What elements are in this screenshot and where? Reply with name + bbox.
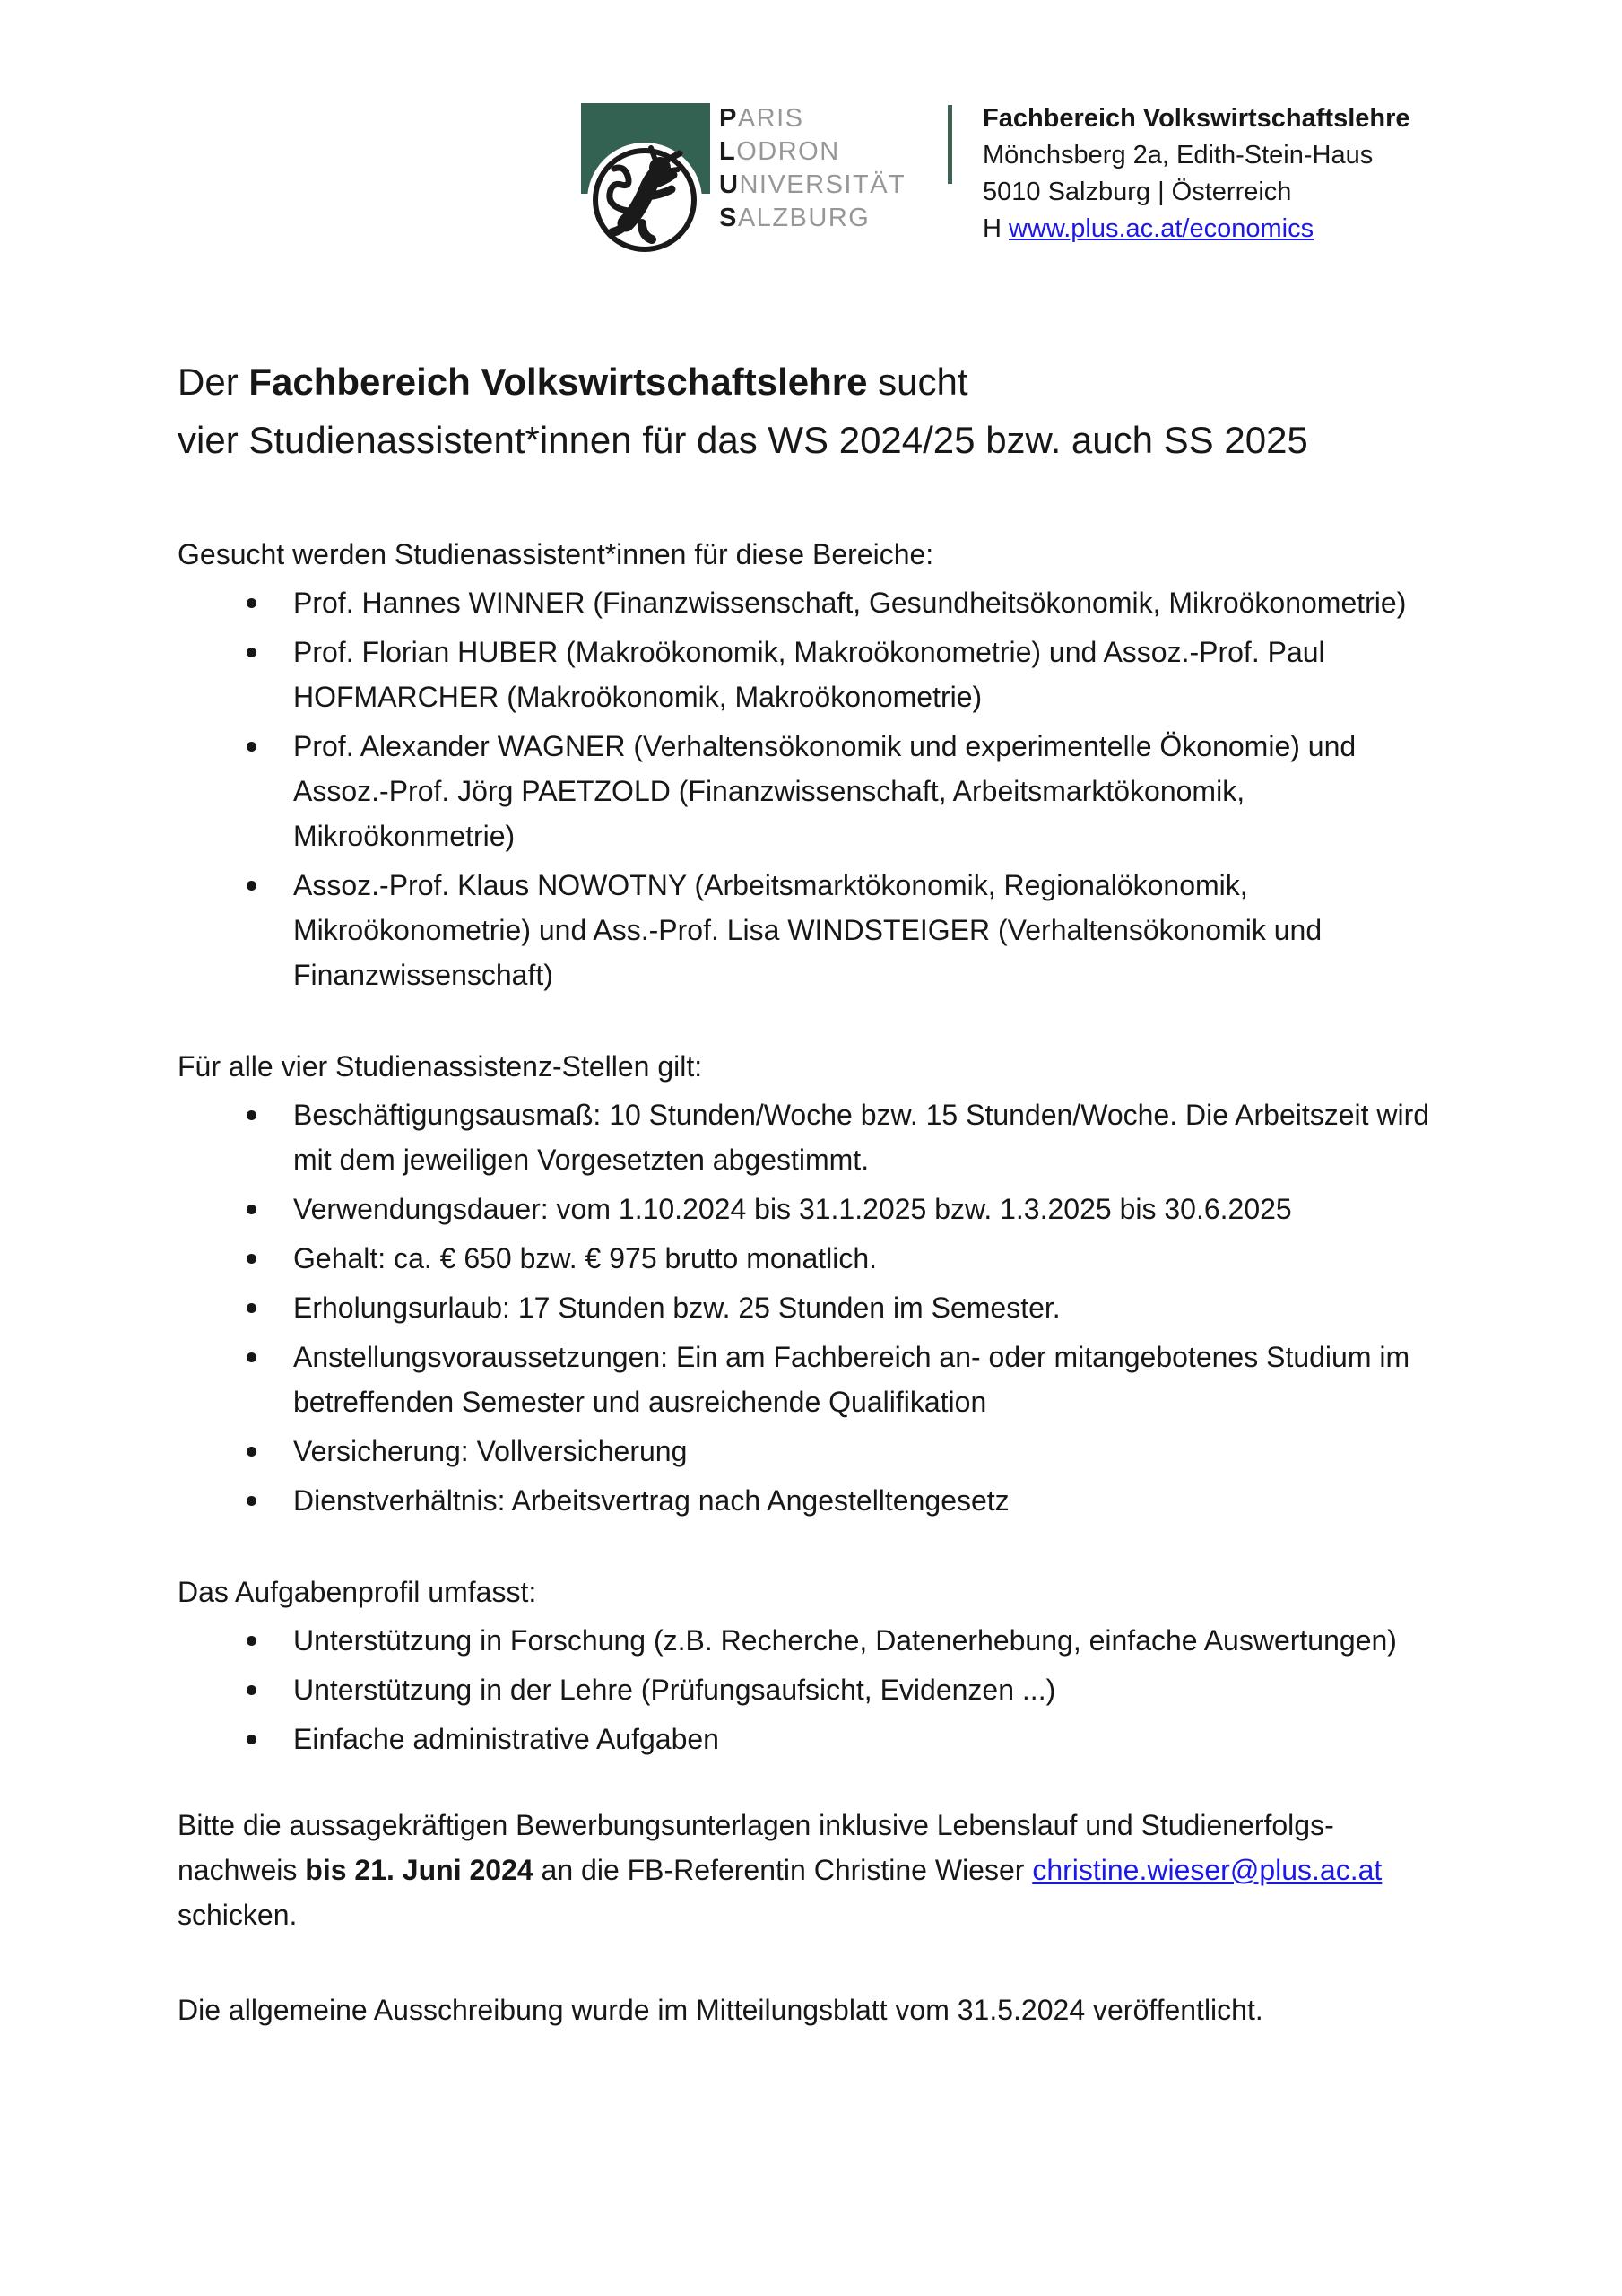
bullet-item [178,1667,1452,1712]
bullet-icon [247,1685,256,1695]
logo-initial: P [719,104,738,133]
address-line: Mönchsberg 2a, Edith-Stein-Haus [983,141,1374,170]
logo-word-rest: ODRON [736,137,840,166]
text-run: an die FB-Referentin Christine Wieser [533,1854,1033,1886]
logo-word-universitaet [719,169,906,202]
bullet-text: Versicherung: Vollversicherung [293,1435,688,1467]
section-heading-bereiche: Gesucht werden Studienassistent*innen für diese Bereiche: [178,538,934,570]
logo-word-rest: ALZBURG [737,204,871,232]
bullet-item [178,1236,1452,1281]
plus-university-logo [579,101,714,261]
hyperlink[interactable]: www.plus.ac.at/economics [1009,214,1314,243]
bullet-icon [247,1110,256,1120]
bullet-icon [247,648,256,657]
text-run: Der [178,361,249,403]
text-run: nachweis [178,1854,306,1886]
bullet-text: Dienstverhältnis: Arbeitsvertrag nach Angestelltengesetz [293,1484,1010,1517]
bullet-text: Gehalt: ca. € 650 bzw. € 975 brutto monatlich. [293,1242,878,1274]
bullet-item [178,630,1452,719]
bullet-item [178,1618,1452,1663]
bullet-list-konditionen [178,1092,1452,1523]
bullet-item [178,1429,1452,1474]
homepage-line [983,211,1410,248]
bullet-text: Erholungsurlaub: 17 Stunden bzw. 25 Stunden im Semester. [293,1292,1061,1324]
text-run: H [983,214,1009,243]
bullet-item [178,1285,1452,1330]
bullet-text: Unterstützung in Forschung (z.B. Recherche, Datenerhebung, einfache Auswertungen) [293,1624,1397,1657]
hyperlink[interactable]: christine.wieser@plus.ac.at [1032,1854,1383,1886]
header-divider [948,105,952,184]
bullet-text: Prof. Alexander WAGNER (Verhaltensökonomik und experimentelle Ökonomie) und Assoz.-Prof. Jörg PAETZOLD (Finanzwissenschaft, Arbeitsmarktökonomik, Mikroökonmetrie) [293,730,1357,852]
bullet-item [178,724,1452,858]
logo-word-paris [719,102,906,135]
text-run: Fachbereich Volkswirtschaftslehre [248,361,868,403]
bullet-item [178,1478,1452,1523]
logo-word-rest: ARIS [737,104,804,133]
bullet-icon [247,1735,256,1744]
logo-wordmark [719,102,906,235]
city-line: 5010 Salzburg | Österreich [983,178,1292,206]
bullet-item [178,863,1452,997]
department-name: Fachbereich Volkswirtschaftslehre [983,104,1410,133]
logo-initial: U [719,170,740,199]
bullet-icon [247,598,256,608]
title-line-2: vier Studienassistent*innen für das WS 2024/25 bzw. auch SS 2025 [178,419,1308,461]
bullet-text: Verwendungsdauer: vom 1.10.2024 bis 31.1.2025 bzw. 1.3.2025 bis 30.6.2025 [293,1193,1292,1225]
bullet-icon [247,881,256,891]
bullet-icon [247,1254,256,1264]
logo-word-lodron [719,135,906,169]
bullet-item [178,1717,1452,1761]
bullet-icon [247,1352,256,1362]
publication-note: Die allgemeine Ausschreibung wurde im Mitteilungsblatt vom 31.5.2024 veröffentlicht. [178,1994,1263,2026]
bullet-text: Unterstützung in der Lehre (Prüfungsaufsicht, Evidenzen ...) [293,1674,1056,1706]
bullet-list-bereiche [178,580,1452,997]
bullet-text: Prof. Florian HUBER (Makroökonomik, Makroökonometrie) und Assoz.-Prof. Paul HOFMARCHER (Makroökonomik, Makroökonometrie) [293,636,1325,713]
application-paragraph [178,1803,1452,1937]
bullet-icon [247,1636,256,1646]
logo-word-salzburg [719,202,906,235]
bullet-list-aufgabenprofil [178,1618,1452,1761]
text-run: schicken. [178,1899,298,1931]
bullet-item [178,580,1452,625]
bullet-icon [247,1496,256,1506]
text-run: bis 21. Juni 2024 [305,1854,533,1886]
text-run: Bitte die aussagekräftigen Bewerbungsunterlagen inklusive Lebenslauf und Studienerfolgs- [178,1809,1334,1841]
bullet-item [178,1187,1452,1231]
bullet-item [178,1335,1452,1424]
logo-initial: S [719,204,738,232]
bullet-text: Anstellungsvoraussetzungen: Ein am Fachbereich an- oder mitangebotenes Studium im betreffenden Semester und ausreichende Qualifikation [293,1341,1410,1418]
title-line-1 [178,352,1452,411]
bullet-text: Assoz.-Prof. Klaus NOWOTNY (Arbeitsmarktökonomik, Regionalökonomik, Mikroökonometrie) und Ass.-Prof. Lisa WINDSTEIGER (Verhaltensökonomik und Finanzwissenschaft) [293,869,1323,991]
bullet-text: Beschäftigungsausmaß: 10 Stunden/Woche bzw. 15 Stunden/Woche. Die Arbeitszeit wird mit dem jeweiligen Vorgesetzten abgestimmt. [293,1099,1430,1176]
bullet-icon [247,1447,256,1457]
logo-word-rest: NIVERSITÄT [739,170,906,199]
bullet-text: Einfache administrative Aufgaben [293,1723,719,1755]
section-heading-konditionen: Für alle vier Studienassistenz-Stellen gilt: [178,1050,703,1083]
bullet-text: Prof. Hannes WINNER (Finanzwissenschaft, Gesundheitsökonomik, Mikroökonometrie) [293,587,1407,619]
section-heading-aufgabenprofil: Das Aufgabenprofil umfasst: [178,1576,537,1608]
bullet-item [178,1092,1452,1182]
bullet-icon [247,1205,256,1214]
bullet-icon [247,742,256,752]
logo-initial: L [719,137,737,166]
text-run: sucht [867,361,968,403]
bullet-icon [247,1303,256,1313]
contact-block [983,100,1410,248]
